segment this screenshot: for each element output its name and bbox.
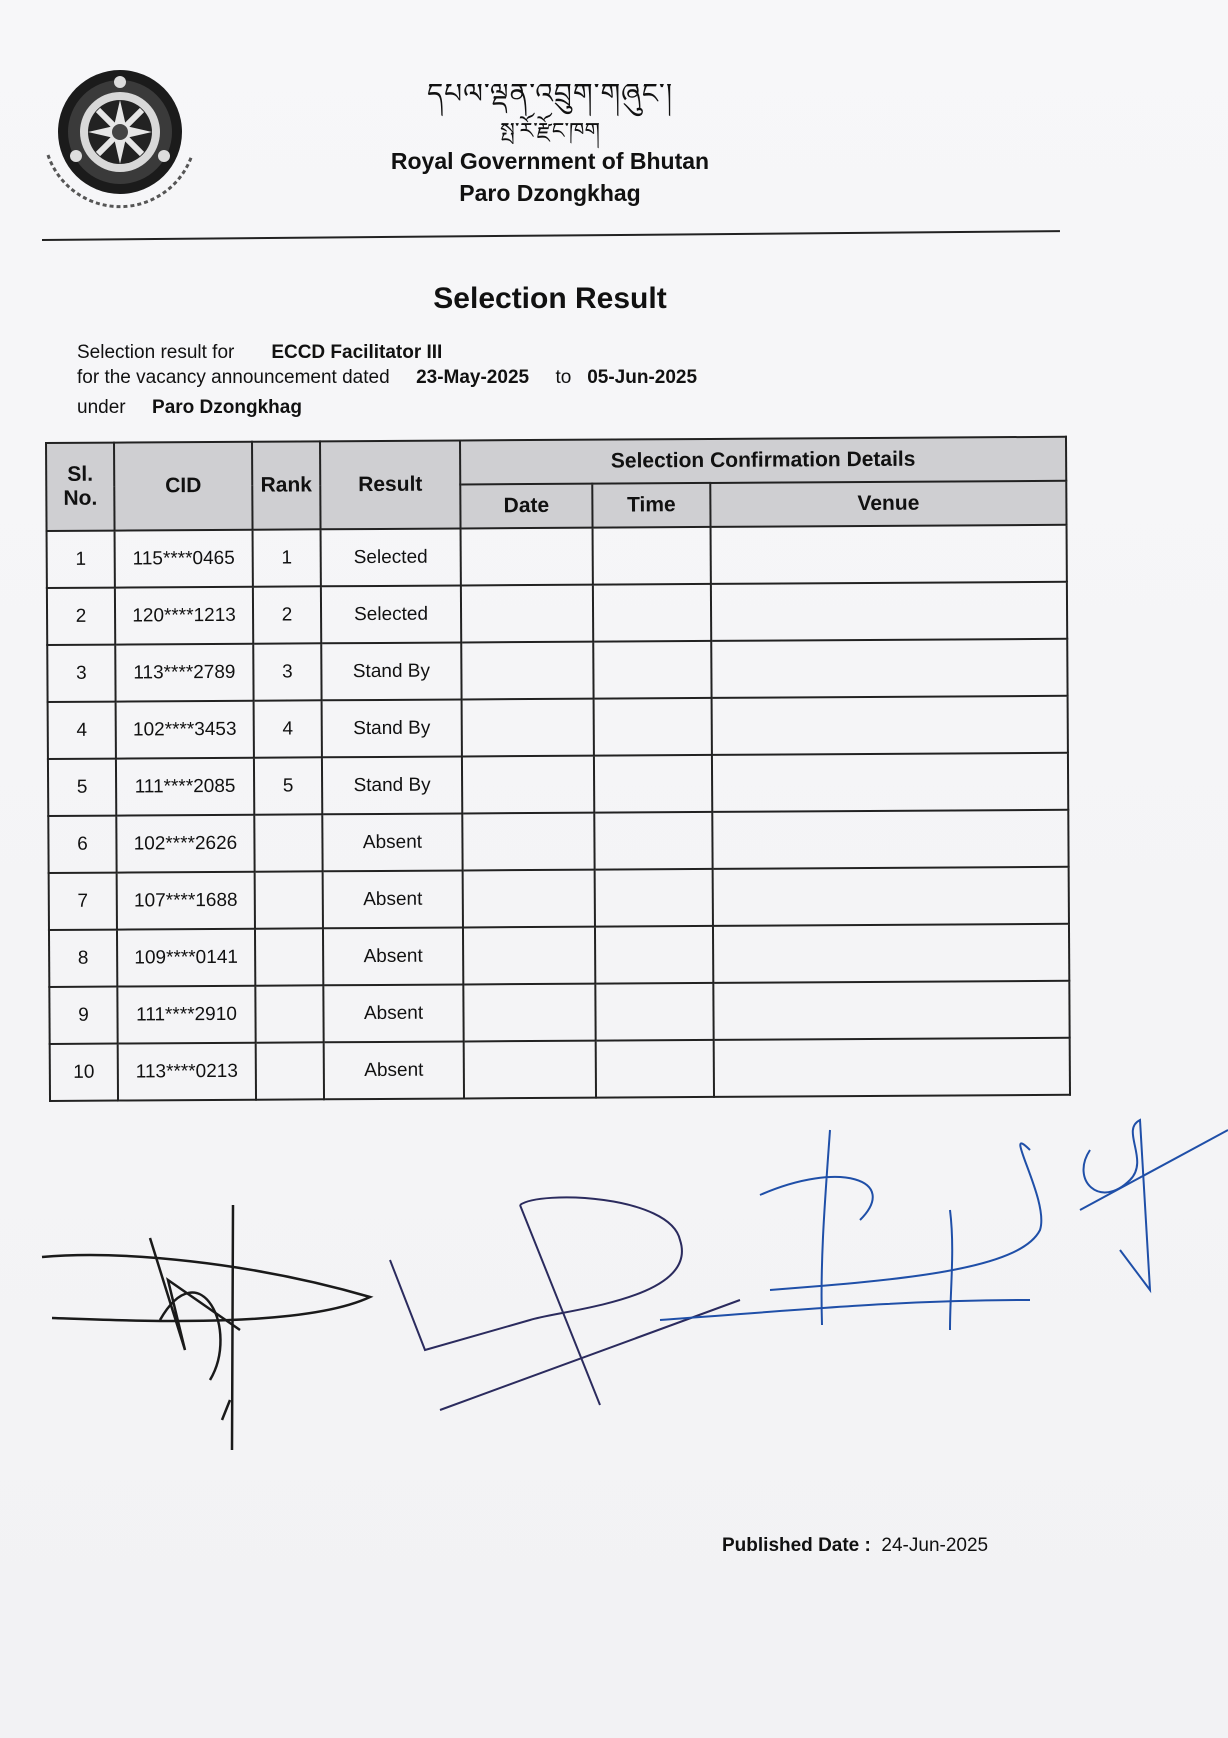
header-rank: Rank: [252, 441, 321, 529]
cell-result: Absent: [324, 1041, 464, 1099]
header-confirmation-details: Selection Confirmation Details: [460, 437, 1066, 485]
dzongkhag-name: Paro Dzongkhag: [459, 180, 641, 206]
cell-rank: 3: [253, 643, 321, 700]
cell-cid: 109****0141: [117, 929, 255, 987]
published-date: [722, 1535, 988, 1557]
cell-result: Stand By: [322, 699, 462, 757]
cell-result: Absent: [323, 927, 463, 985]
page-title: Selection Result: [433, 282, 667, 315]
dzongkha-title-line2: སྤ་རོ་རྫོང་ཁག: [500, 119, 600, 144]
cell-rank: 5: [254, 757, 322, 814]
cell-rank: 4: [254, 700, 322, 757]
signature-3: [660, 1130, 1041, 1330]
cell-result: Absent: [322, 813, 462, 871]
agency-name: Paro Dzongkhag: [152, 397, 302, 418]
signature-2: [390, 1197, 740, 1410]
header-time: Time: [592, 483, 710, 528]
header-sl-no: Sl. No.: [46, 443, 115, 531]
cell-sl: 4: [48, 702, 116, 759]
cell-sl: 10: [50, 1044, 118, 1101]
header-cid: CID: [114, 442, 253, 531]
header-date: Date: [460, 484, 592, 529]
position-name: ECCD Facilitator III: [271, 342, 443, 363]
intro-label-under: under: [77, 397, 126, 418]
government-name: Royal Government of Bhutan: [390, 148, 710, 174]
cell-sl: 3: [47, 645, 115, 702]
cell-sl: 5: [48, 759, 116, 816]
cell-cid: 113****0213: [118, 1043, 256, 1101]
cell-cid: 113****2789: [115, 644, 253, 702]
published-label: Published Date :: [722, 1535, 871, 1556]
cell-cid: 111****2085: [116, 758, 254, 816]
cell-cid: 115****0465: [115, 530, 253, 588]
signature-4: [1080, 1120, 1228, 1290]
cell-result: Selected: [321, 585, 461, 643]
cell-result: Absent: [323, 870, 463, 928]
cell-sl: 9: [49, 987, 117, 1044]
date-to: 05-Jun-2025: [587, 367, 698, 388]
cell-cid: 107****1688: [117, 872, 255, 930]
published-date-value: 24-Jun-2025: [881, 1535, 989, 1556]
cell-sl: 8: [49, 930, 117, 987]
cell-cid: 102****2626: [116, 815, 254, 873]
cell-cid: 102****3453: [116, 701, 254, 759]
intro-label-vacancy: for the vacancy announcement dated: [77, 367, 390, 388]
intro-label-to: to: [555, 367, 572, 388]
cell-sl: 6: [48, 816, 116, 873]
cell-cid: 111****2910: [117, 986, 255, 1044]
signature-1: [42, 1205, 370, 1450]
header-venue: Venue: [710, 481, 1066, 527]
cell-cid: 120****1213: [115, 587, 253, 645]
cell-result: Absent: [323, 984, 463, 1042]
cell-sl: 2: [47, 588, 115, 645]
cell-sl: 7: [49, 873, 117, 930]
dzongkha-title-line1: དཔལ་ལྡན་འབྲུག་གཞུང་།: [426, 77, 674, 110]
header-result: Result: [320, 440, 461, 529]
cell-rank: 1: [253, 529, 321, 586]
date-from: 23-May-2025: [416, 367, 530, 388]
cell-result: Selected: [321, 528, 461, 586]
cell-rank: 2: [253, 586, 321, 643]
cell-result: Stand By: [322, 756, 462, 814]
cell-result: Stand By: [321, 642, 461, 700]
intro-label-result-for: Selection result for: [77, 342, 235, 363]
cell-sl: 1: [47, 531, 115, 588]
